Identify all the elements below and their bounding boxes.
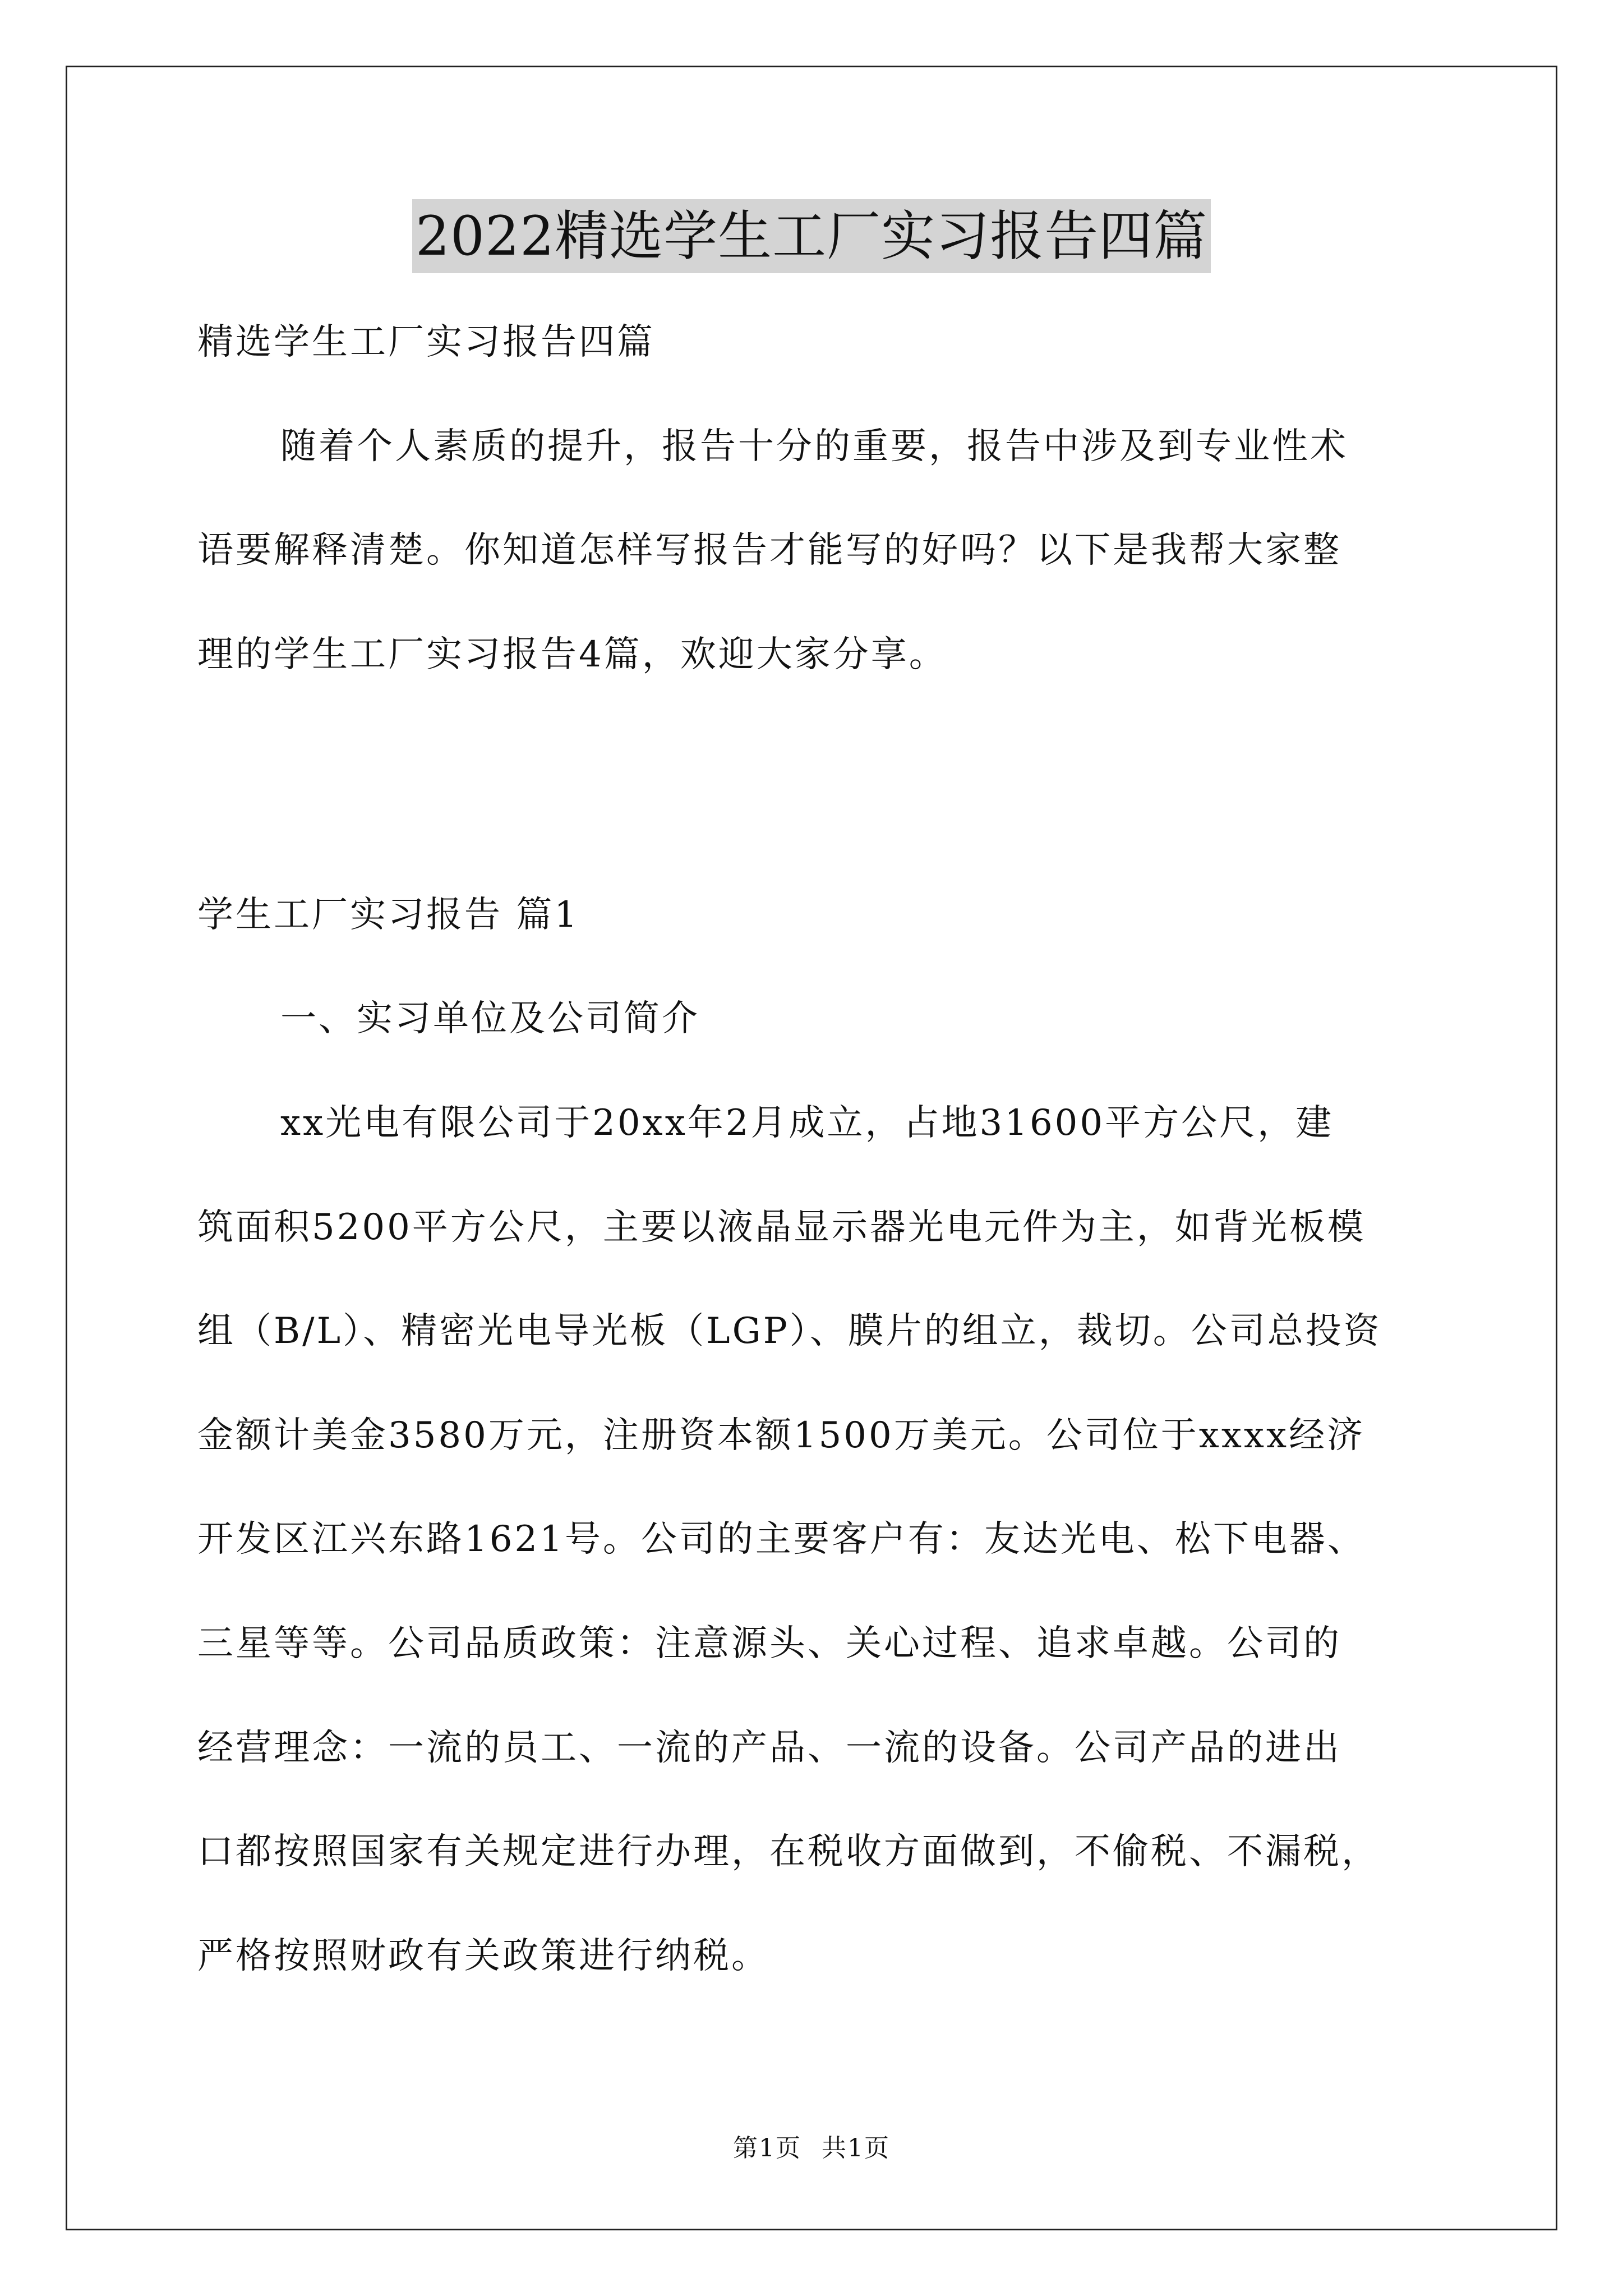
intro-line-2: 语要解释清楚。你知道怎样写报告才能写的好吗？以下是我帮大家整 [197, 530, 1341, 571]
title-container [0, 199, 1623, 273]
body-line-6: 三星等等。公司品质政策：注意源头、关心过程、追求卓越。公司的 [197, 1623, 1341, 1664]
body-line-1: xx光电有限公司于20xx年2月成立，占地31600平方公尺，建 [280, 1102, 1334, 1144]
page-total: 共1页 [822, 2134, 890, 2162]
page-footer [0, 2132, 1623, 2165]
page-frame [66, 66, 1557, 2230]
section-subheading: 一、实习单位及公司简介 [280, 998, 700, 1039]
body-line-5: 开发区江兴东路1621号。公司的主要客户有：友达光电、松下电器、 [197, 1519, 1366, 1560]
intro-line-1: 随着个人素质的提升，报告十分的重要，报告中涉及到专业性术 [280, 426, 1348, 467]
body-line-3: 组（B/L）、精密光电导光板（LGP）、膜片的组立，裁切。公司总投资 [197, 1310, 1382, 1352]
intro-line-3: 理的学生工厂实习报告4篇，欢迎大家分享。 [197, 634, 947, 675]
body-line-8: 口都按照国家有关规定进行办理，在税收方面做到，不偷税、不漏税， [197, 1831, 1380, 1872]
body-line-7: 经营理念：一流的员工、一流的产品、一流的设备。公司产品的进出 [197, 1727, 1341, 1769]
page-number: 第1页 [733, 2134, 801, 2162]
body-line-4: 金额计美金3580万元，注册资本额1500万美元。公司位于xxxx经济 [197, 1415, 1366, 1456]
document-subtitle: 精选学生工厂实习报告四篇 [197, 321, 655, 363]
body-line-9: 严格按照财政有关政策进行纳税。 [197, 1935, 769, 1977]
body-line-2: 筑面积5200平方公尺，主要以液晶显示器光电元件为主，如背光板模 [197, 1207, 1366, 1248]
document-title: 2022精选学生工厂实习报告四篇 [412, 199, 1211, 273]
section-heading: 学生工厂实习报告 篇1 [197, 894, 580, 936]
